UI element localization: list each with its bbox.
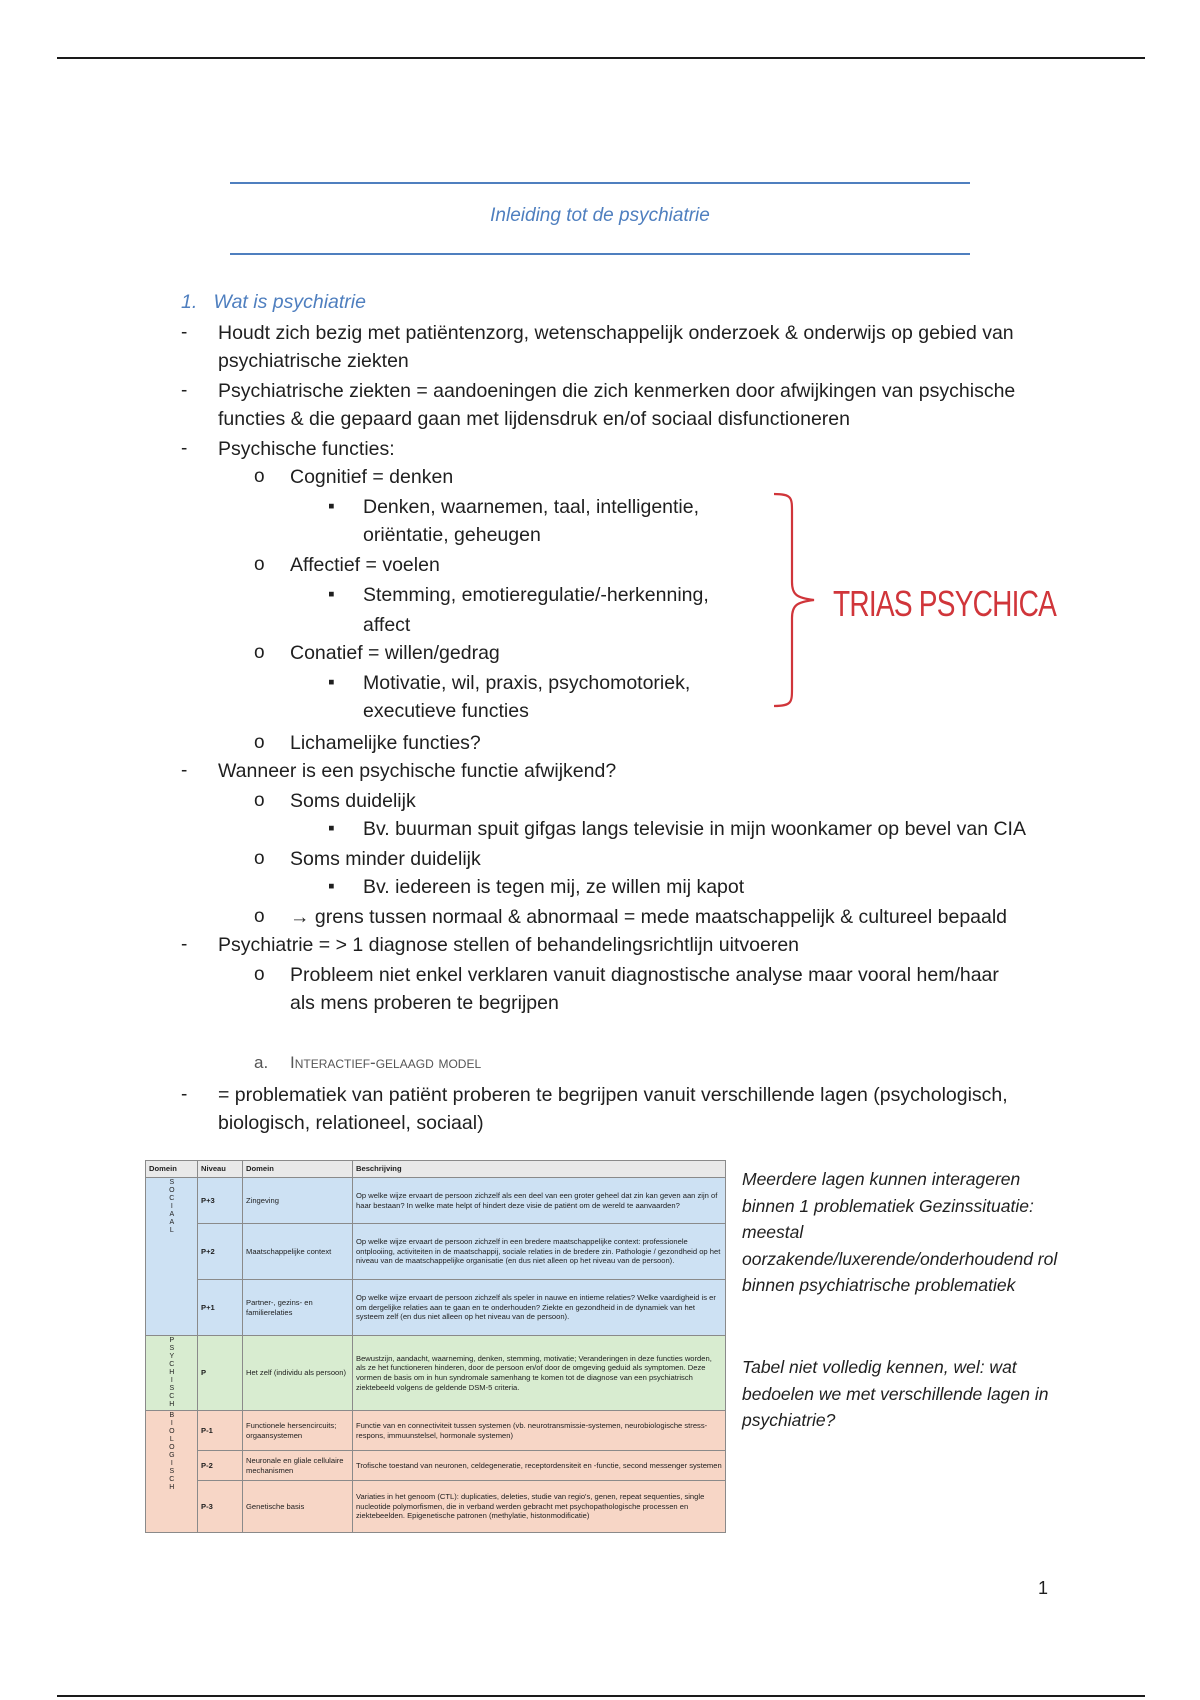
section-heading: 1. Wat is psychiatrie — [181, 291, 366, 313]
text-line: Soms minder duidelijk — [290, 848, 481, 870]
circle-bullet: o — [254, 642, 265, 663]
square-bullet: ▪ — [328, 584, 335, 605]
dash-bullet: - — [181, 438, 188, 459]
text-line: Soms duidelijk — [290, 790, 416, 812]
table-header-row — [146, 1161, 726, 1178]
level-cell: P — [198, 1336, 243, 1411]
dash-bullet: - — [181, 934, 188, 955]
text-line: Psychiatrie = > 1 diagnose stellen of behandelingsrichtlijn uitvoeren — [218, 934, 800, 956]
title-rule-bottom — [230, 253, 970, 255]
text-line: Motivatie, wil, praxis, psychomotoriek, — [363, 672, 691, 694]
domain-cell: Maatschappelijke context — [243, 1224, 353, 1280]
description-cell: Variaties in het genoom (CTL): duplicaties, deleties, studie van regio's, genen, repeat sequenties, single nucleotide polymorfismen, die in verband werden gebracht met psychopathologische processen en ziektebeelden. Epigenetische patronen (methylatie, histonmodificatie) — [353, 1481, 726, 1533]
dash-bullet: - — [181, 1084, 188, 1105]
text-line: biologisch, relationeel, sociaal) — [218, 1112, 484, 1134]
text-line: Lichamelijke functies? — [290, 732, 481, 754]
dash-bullet: - — [181, 322, 188, 343]
subheading-letter: a. — [254, 1053, 269, 1072]
description-cell: Bewustzijn, aandacht, waarneming, denken, stemming, motivatie; Veranderingen in deze functies worden, als ze het functioneren hinderen, door de persoon en/of door de omgeving geduid als symptomen. Deze vormen de basis om in hun syndromale samenhang te komen tot de diagnose van een psychiatrisch ziektebeeld volgens de geldende DSM-5 criteria. — [353, 1336, 726, 1411]
circle-bullet: o — [254, 466, 265, 487]
circle-bullet: o — [254, 790, 265, 811]
text-line: Probleem niet enkel verklaren vanuit diagnostische analyse maar vooral hem/haar — [290, 964, 999, 986]
square-bullet: ▪ — [328, 672, 335, 693]
text-line: Psychiatrische ziekten = aandoeningen die zich kenmerken door afwijkingen van psychische — [218, 380, 1016, 402]
text-line: affect — [363, 614, 411, 636]
circle-bullet: o — [254, 964, 265, 985]
level-cell: P+2 — [198, 1224, 243, 1280]
dash-bullet: - — [181, 380, 188, 401]
text-line: Psychische functies: — [218, 438, 395, 460]
circle-bullet: o — [254, 732, 265, 753]
text-line: als mens proberen te begrijpen — [290, 992, 559, 1014]
text-line: Denken, waarnemen, taal, intelligentie, — [363, 496, 700, 518]
text-line: Cognitief = denken — [290, 466, 454, 488]
table-header: Domein — [243, 1161, 353, 1178]
table-row — [146, 1411, 726, 1451]
table-header: Beschrijving — [353, 1161, 726, 1178]
group-label: SOCIAAL — [146, 1178, 198, 1336]
domain-cell: Het zelf (individu als persoon) — [243, 1336, 353, 1411]
table-header: Domein — [146, 1161, 198, 1178]
table-row — [146, 1481, 726, 1533]
description-cell: Op welke wijze ervaart de persoon zichzelf in een bredere maatschappelijke context: professionele ontplooiing, activiteiten in de maatschappij, sociale relaties in de bredere zin. Pathologie / gezondheid op het niveau van de maatschappelijke organisatie (en dus niet alleen op het niveau van de persoon). — [353, 1224, 726, 1280]
level-cell: P-3 — [198, 1481, 243, 1533]
circle-bullet: o — [254, 848, 265, 869]
level-cell: P+1 — [198, 1280, 243, 1336]
level-cell: P-2 — [198, 1451, 243, 1481]
text-line: Conatief = willen/gedrag — [290, 642, 500, 664]
domain-cell: Genetische basis — [243, 1481, 353, 1533]
level-cell: P-1 — [198, 1411, 243, 1451]
text-line: functies & die gepaard gaan met lijdensdruk en/of sociaal disfunctioneren — [218, 408, 850, 430]
text-line: → grens tussen normaal & abnormaal = mede maatschappelijk & cultureel bepaald — [290, 906, 1008, 928]
level-cell: P+3 — [198, 1178, 243, 1224]
description-cell: Op welke wijze ervaart de persoon zichzelf als een deel van een groter geheel dat zin kan geven aan zijn of haar bestaan? In welke mate helpt of hindert deze visie de patiënt om de wereld te aanvaarden? — [353, 1178, 726, 1224]
table-row — [146, 1451, 726, 1481]
text-line: Affectief = voelen — [290, 554, 440, 576]
group-label: PSYCHISCH — [146, 1336, 198, 1411]
description-cell: Trofische toestand van neuronen, celdegeneratie, receptordensiteit en -functie, second messenger systemen — [353, 1451, 726, 1481]
side-note-layers: Meerdere lagen kunnen interageren binnen 1 problematiek Gezinssituatie: meestal oorzakende/luxerende/onderhoudend rol binnen psychiatrische problematiek — [742, 1169, 1058, 1295]
curly-brace-icon — [770, 490, 820, 710]
text-line: oriëntatie, geheugen — [363, 524, 541, 546]
text-line: = problematiek van patiënt proberen te begrijpen vanuit verschillende lagen (psychologisch, — [218, 1084, 1008, 1106]
table-row — [146, 1224, 726, 1280]
table-row — [146, 1178, 726, 1224]
page-number: 1 — [1038, 1578, 1049, 1598]
table-row — [146, 1336, 726, 1411]
page-top-rule — [57, 57, 1145, 59]
domain-cell: Functionele hersencircuits; orgaansystemen — [243, 1411, 353, 1451]
side-note-table: Tabel niet volledig kennen, wel: wat bedoelen we met verschillende lagen in psychiatrie? — [742, 1357, 1049, 1430]
layer-model-table — [145, 1160, 726, 1533]
text-line: Houdt zich bezig met patiëntenzorg, wetenschappelijk onderzoek & onderwijs op gebied van — [218, 322, 1014, 344]
square-bullet: ▪ — [328, 496, 335, 517]
dash-bullet: - — [181, 760, 188, 781]
domain-cell: Partner-, gezins- en familierelaties — [243, 1280, 353, 1336]
circle-bullet: o — [254, 554, 265, 575]
description-cell: Op welke wijze ervaart de persoon zichzelf als speler in nauwe en intieme relaties? Welke vaardigheid is er om dergelijke relaties aan te gaan en te onderhouden? Ziekte en gezondheid in de dynamiek van het systeem zelf (en dus niet alleen op het niveau van de persoon). — [353, 1280, 726, 1336]
title-rule-top — [230, 182, 970, 184]
page-bottom-rule — [57, 1695, 1145, 1697]
domain-cell: Neuronale en gliale cellulaire mechanismen — [243, 1451, 353, 1481]
description-cell: Functie van en connectiviteit tussen systemen (vb. neurotransmissie-systemen, neurobiologische stress-respons, immuunstelsel, hormonale systemen) — [353, 1411, 726, 1451]
group-label: BIOLOGISCH — [146, 1411, 198, 1533]
circle-bullet: o — [254, 906, 265, 927]
text-line: Stemming, emotieregulatie/-herkenning, — [363, 584, 709, 606]
trias-psychica-label: TRIAS PSYCHICA — [833, 583, 1057, 624]
document-title: Inleiding tot de psychiatrie — [490, 205, 710, 226]
text-line: Bv. buurman spuit gifgas langs televisie in mijn woonkamer op bevel van CIA — [363, 818, 1026, 840]
domain-cell: Zingeving — [243, 1178, 353, 1224]
text-line: Bv. iedereen is tegen mij, ze willen mij kapot — [363, 876, 745, 898]
square-bullet: ▪ — [328, 876, 335, 897]
table-header: Niveau — [198, 1161, 243, 1178]
text-line: psychiatrische ziekten — [218, 350, 409, 372]
table-row — [146, 1280, 726, 1336]
text-line: executieve functies — [363, 700, 529, 722]
subheading: Interactief-gelaagd model — [290, 1053, 482, 1072]
text-line: Wanneer is een psychische functie afwijkend? — [218, 760, 617, 782]
square-bullet: ▪ — [328, 818, 335, 839]
